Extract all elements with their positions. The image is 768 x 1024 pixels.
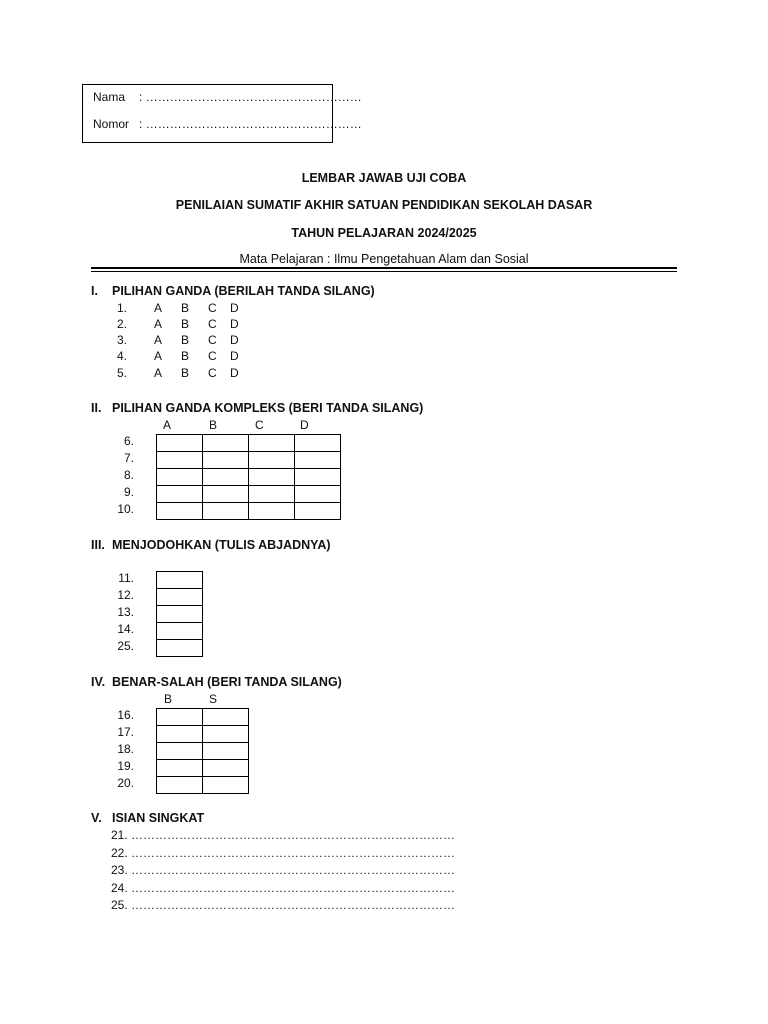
option-a[interactable]: A bbox=[154, 366, 163, 380]
section-1-title: PILIHAN GANDA (BERILAH TANDA SILANG) bbox=[112, 284, 375, 298]
answer-dots: ……………………………………………………………………… bbox=[131, 898, 456, 912]
short-answer-line[interactable] bbox=[111, 881, 455, 895]
option-b[interactable]: B bbox=[181, 366, 190, 380]
number-dotted-line: ……………………………………………… bbox=[145, 117, 362, 131]
row-number: 12. bbox=[117, 588, 134, 602]
answer-cell[interactable] bbox=[295, 503, 341, 520]
row-number: 25. bbox=[111, 898, 128, 912]
answer-cell[interactable] bbox=[157, 640, 203, 657]
mc-row-number: 1. bbox=[117, 301, 128, 315]
row-number: 22. bbox=[111, 846, 128, 860]
answer-cell[interactable] bbox=[157, 623, 203, 640]
option-d[interactable]: D bbox=[230, 317, 239, 331]
answer-cell[interactable] bbox=[249, 469, 295, 486]
section-5-heading bbox=[91, 811, 204, 825]
answer-cell[interactable] bbox=[203, 777, 249, 794]
answer-cell[interactable] bbox=[203, 760, 249, 777]
answer-dots: ……………………………………………………………………… bbox=[131, 863, 456, 877]
option-b[interactable]: B bbox=[181, 349, 190, 363]
row-number: 6. bbox=[123, 434, 134, 448]
row-number: 7. bbox=[123, 451, 134, 465]
answer-cell[interactable] bbox=[295, 452, 341, 469]
mc-row-number: 3. bbox=[117, 333, 128, 347]
column-header-benar: B bbox=[164, 692, 173, 706]
option-d[interactable]: D bbox=[230, 349, 239, 363]
answer-dots: ……………………………………………………………………… bbox=[131, 846, 456, 860]
answer-cell[interactable] bbox=[157, 503, 203, 520]
section-1-number: I. bbox=[91, 284, 98, 298]
column-header-d: D bbox=[300, 418, 309, 432]
answer-cell[interactable] bbox=[157, 435, 203, 452]
option-c[interactable]: C bbox=[208, 301, 217, 315]
option-a[interactable]: A bbox=[154, 349, 163, 363]
row-number: 9. bbox=[123, 485, 134, 499]
option-a[interactable]: A bbox=[154, 317, 163, 331]
section-2-title: PILIHAN GANDA KOMPLEKS (BERI TANDA SILANG) bbox=[112, 401, 424, 415]
answer-cell[interactable] bbox=[295, 486, 341, 503]
section-3-heading bbox=[91, 538, 331, 552]
answer-cell[interactable] bbox=[157, 589, 203, 606]
answer-cell[interactable] bbox=[249, 435, 295, 452]
answer-cell[interactable] bbox=[203, 726, 249, 743]
mc-row-number: 5. bbox=[117, 366, 128, 380]
option-d[interactable]: D bbox=[230, 333, 239, 347]
short-answer-line[interactable] bbox=[111, 863, 455, 877]
answer-cell[interactable] bbox=[295, 469, 341, 486]
mc-row-number: 4. bbox=[117, 349, 128, 363]
section-4-heading bbox=[91, 675, 342, 689]
complex-choice-grid bbox=[156, 434, 341, 520]
header-assessment: PENILAIAN SUMATIF AKHIR SATUAN PENDIDIKAN SEKOLAH DASAR bbox=[175, 198, 593, 212]
section-1-heading bbox=[91, 284, 375, 298]
option-d[interactable]: D bbox=[230, 301, 239, 315]
section-2-number: II. bbox=[91, 401, 102, 415]
row-number: 18. bbox=[117, 742, 134, 756]
answer-cell[interactable] bbox=[203, 435, 249, 452]
name-label: Nama bbox=[93, 90, 126, 104]
answer-cell[interactable] bbox=[295, 435, 341, 452]
row-number: 20. bbox=[117, 776, 134, 790]
answer-cell[interactable] bbox=[157, 760, 203, 777]
answer-cell[interactable] bbox=[157, 777, 203, 794]
mc-row-number: 2. bbox=[117, 317, 128, 331]
short-answer-line[interactable] bbox=[111, 846, 455, 860]
number-row[interactable] bbox=[93, 117, 362, 131]
number-label: Nomor bbox=[93, 117, 130, 131]
answer-cell[interactable] bbox=[157, 572, 203, 589]
answer-cell[interactable] bbox=[157, 726, 203, 743]
section-5-title: ISIAN SINGKAT bbox=[112, 811, 205, 825]
column-header-b: B bbox=[209, 418, 218, 432]
column-header-salah: S bbox=[209, 692, 218, 706]
section-3-title: MENJODOHKAN (TULIS ABJADNYA) bbox=[112, 538, 331, 552]
answer-cell[interactable] bbox=[203, 452, 249, 469]
option-c[interactable]: C bbox=[208, 317, 217, 331]
row-number: 21. bbox=[111, 828, 128, 842]
name-separator: : bbox=[139, 90, 143, 104]
header-year: TAHUN PELAJARAN 2024/2025 bbox=[291, 226, 477, 240]
option-b[interactable]: B bbox=[181, 301, 190, 315]
answer-cell[interactable] bbox=[203, 503, 249, 520]
row-number: 19. bbox=[117, 759, 134, 773]
row-number: 13. bbox=[117, 605, 134, 619]
row-number: 24. bbox=[111, 881, 128, 895]
column-header-c: C bbox=[255, 418, 264, 432]
answer-cell[interactable] bbox=[203, 743, 249, 760]
answer-dots: ……………………………………………………………………… bbox=[131, 828, 456, 842]
name-row[interactable] bbox=[93, 90, 362, 104]
true-false-grid bbox=[156, 708, 249, 794]
column-header-a: A bbox=[163, 418, 172, 432]
header-title: LEMBAR JAWAB UJI COBA bbox=[301, 171, 467, 185]
answer-cell[interactable] bbox=[203, 709, 249, 726]
row-number: 17. bbox=[117, 725, 134, 739]
section-5-number: V. bbox=[91, 811, 102, 825]
name-dotted-line: ……………………………………………… bbox=[145, 90, 362, 104]
answer-cell[interactable] bbox=[157, 469, 203, 486]
section-4-title: BENAR-SALAH (BERI TANDA SILANG) bbox=[112, 675, 342, 689]
row-number: 14. bbox=[117, 622, 134, 636]
header-rule-thick bbox=[91, 267, 677, 269]
option-a[interactable]: A bbox=[154, 301, 163, 315]
answer-cell[interactable] bbox=[157, 452, 203, 469]
answer-cell[interactable] bbox=[249, 452, 295, 469]
short-answer-line[interactable] bbox=[111, 898, 455, 912]
row-number: 23. bbox=[111, 863, 128, 877]
header-subject: Mata Pelajaran : Ilmu Pengetahuan Alam dan Sosial bbox=[239, 252, 529, 266]
identity-box bbox=[82, 84, 362, 143]
option-c[interactable]: C bbox=[208, 366, 217, 380]
section-3-number: III. bbox=[91, 538, 105, 552]
answer-cell[interactable] bbox=[157, 743, 203, 760]
row-number: 25. bbox=[117, 639, 134, 653]
header-rule-thin bbox=[91, 271, 677, 272]
option-c[interactable]: C bbox=[208, 349, 217, 363]
answer-dots: ……………………………………………………………………… bbox=[131, 881, 456, 895]
matching-grid bbox=[156, 571, 203, 657]
answer-cell[interactable] bbox=[157, 709, 203, 726]
row-number: 11. bbox=[118, 571, 134, 585]
answer-cell[interactable] bbox=[249, 486, 295, 503]
option-a[interactable]: A bbox=[154, 333, 163, 347]
row-number: 8. bbox=[123, 468, 134, 482]
option-b[interactable]: B bbox=[181, 317, 190, 331]
option-b[interactable]: B bbox=[181, 333, 190, 347]
option-d[interactable]: D bbox=[230, 366, 239, 380]
section-4-number: IV. bbox=[91, 675, 106, 689]
number-separator: : bbox=[139, 117, 143, 131]
row-number: 16. bbox=[117, 708, 134, 722]
answer-cell[interactable] bbox=[203, 486, 249, 503]
section-2-heading bbox=[91, 401, 423, 415]
option-c[interactable]: C bbox=[208, 333, 217, 347]
short-answer-line[interactable] bbox=[111, 828, 455, 842]
answer-cell[interactable] bbox=[249, 503, 295, 520]
answer-cell[interactable] bbox=[157, 606, 203, 623]
answer-cell[interactable] bbox=[157, 486, 203, 503]
answer-cell[interactable] bbox=[203, 469, 249, 486]
row-number: 10. bbox=[117, 502, 134, 516]
